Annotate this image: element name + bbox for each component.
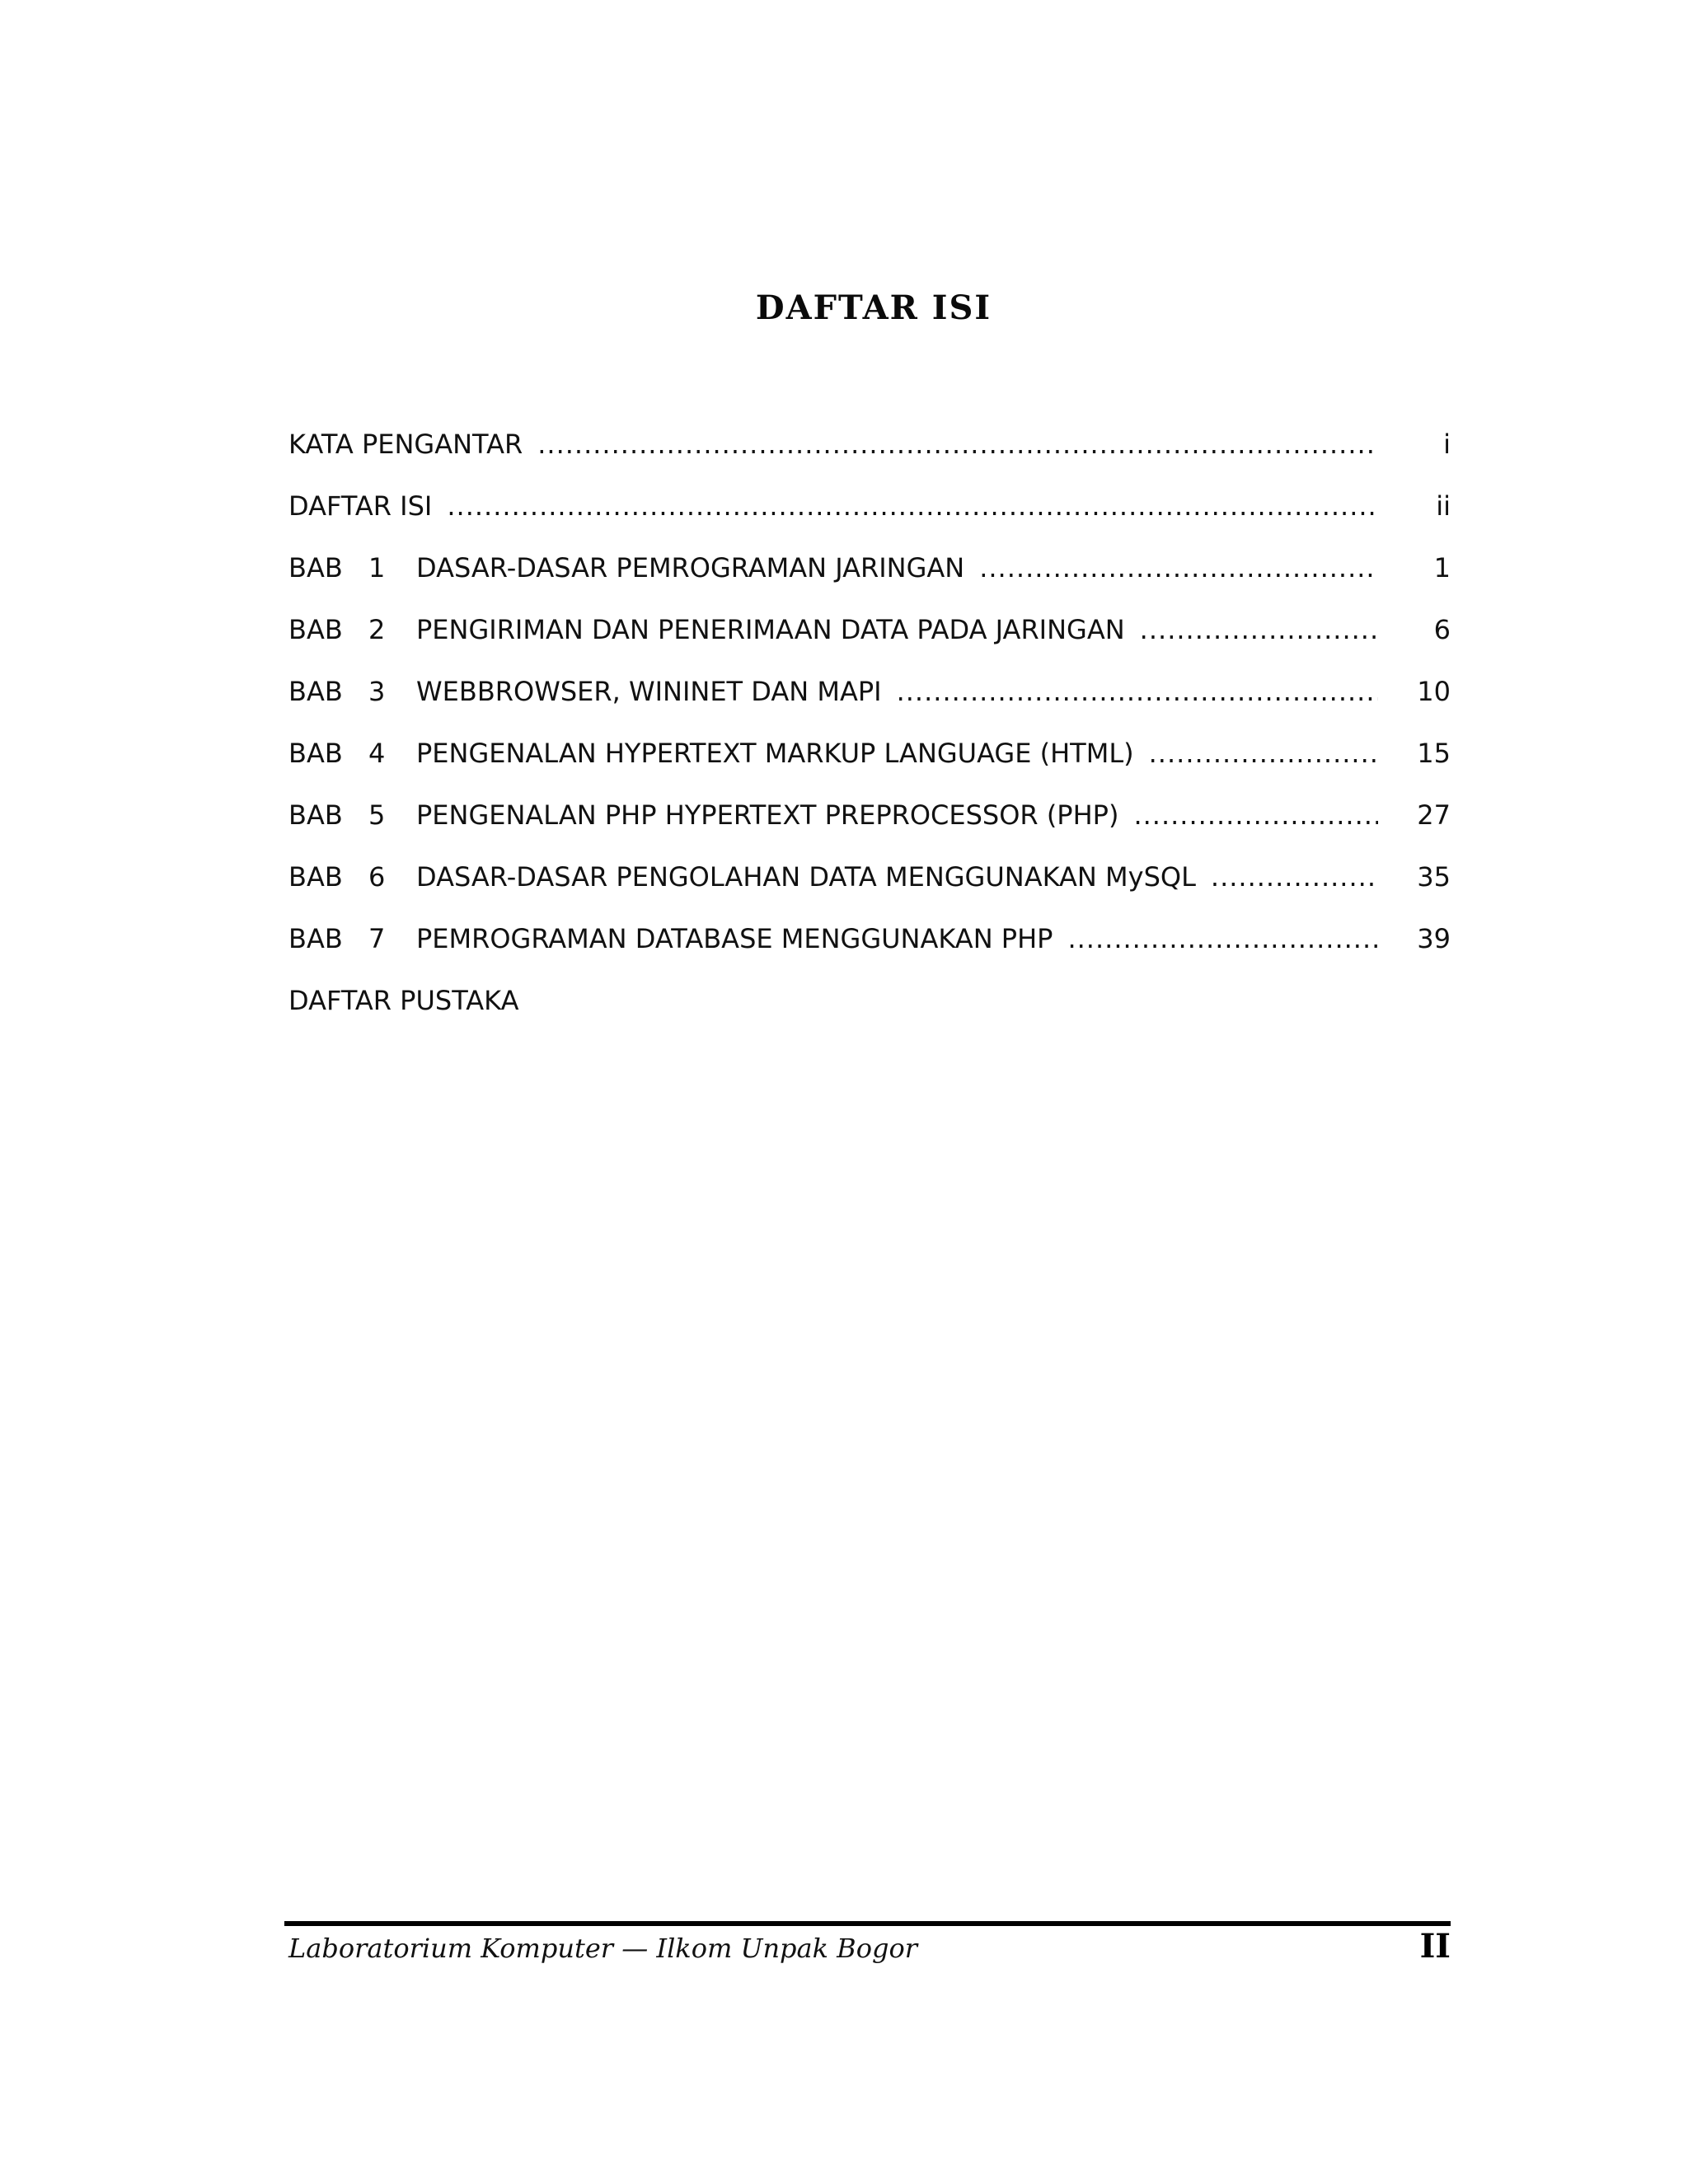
toc-page-number: i	[1443, 429, 1451, 460]
footer-page-number: II	[1419, 1927, 1451, 1966]
toc-bab-label: BAB	[288, 738, 343, 769]
toc-entry-title: WEBBROWSER, WININET DAN MAPI	[416, 676, 882, 707]
toc-row-daftar-isi[interactable]	[288, 490, 1451, 552]
toc-page-number: 27	[1417, 799, 1451, 831]
toc-bab-number: 4	[368, 738, 386, 769]
toc-bab-number: 6	[368, 861, 386, 893]
toc-entry-title: PENGENALAN PHP HYPERTEXT PREPROCESSOR (PHP)	[416, 799, 1119, 831]
table-of-contents	[288, 429, 1451, 1047]
toc-bab-number: 3	[368, 676, 386, 707]
toc-bab-label: BAB	[288, 923, 343, 954]
toc-dot-leader	[1067, 923, 1378, 954]
toc-dot-leader	[1140, 614, 1378, 645]
toc-page-number: ii	[1436, 490, 1451, 522]
toc-dot-leader	[979, 552, 1378, 583]
toc-dot-leader	[447, 490, 1378, 522]
toc-entry-title: PENGENALAN HYPERTEXT MARKUP LANGUAGE (HTML)	[416, 738, 1134, 769]
toc-page-number: 39	[1417, 923, 1451, 954]
toc-entry-title: DAFTAR ISI	[288, 490, 433, 522]
toc-bab-label: BAB	[288, 614, 343, 645]
toc-dot-leader	[1133, 799, 1378, 831]
toc-entry-title: DAFTAR PUSTAKA	[288, 985, 519, 1016]
toc-dot-leader	[897, 676, 1378, 707]
toc-entry-title: KATA PENGANTAR	[288, 429, 523, 460]
toc-bab-number: 7	[368, 923, 386, 954]
toc-row-daftar-pustaka[interactable]	[288, 985, 1451, 1047]
toc-row-bab-2[interactable]	[288, 614, 1451, 676]
toc-entry-title: DASAR-DASAR PEMROGRAMAN JARINGAN	[416, 552, 965, 583]
toc-bab-number: 5	[368, 799, 386, 831]
toc-row-bab-5[interactable]	[288, 799, 1451, 861]
toc-dot-leader	[537, 429, 1378, 460]
toc-row-bab-6[interactable]	[288, 861, 1451, 923]
toc-bab-label: BAB	[288, 799, 343, 831]
toc-bab-number: 2	[368, 614, 386, 645]
toc-bab-label: BAB	[288, 676, 343, 707]
toc-dot-leader	[1211, 861, 1378, 893]
toc-page-number: 10	[1417, 676, 1451, 707]
toc-page-number: 1	[1433, 552, 1451, 583]
toc-entry-title: DASAR-DASAR PENGOLAHAN DATA MENGGUNAKAN MySQL	[416, 861, 1196, 893]
toc-page-number: 6	[1433, 614, 1451, 645]
toc-row-bab-7[interactable]	[288, 923, 1451, 985]
toc-entry-title: PENGIRIMAN DAN PENERIMAAN DATA PADA JARINGAN	[416, 614, 1125, 645]
toc-row-kata-pengantar[interactable]	[288, 429, 1451, 490]
toc-entry-title: PEMROGRAMAN DATABASE MENGGUNAKAN PHP	[416, 923, 1053, 954]
page-title: DAFTAR ISI	[755, 288, 992, 327]
toc-bab-label: BAB	[288, 861, 343, 893]
toc-row-bab-4[interactable]	[288, 738, 1451, 799]
toc-page-number: 15	[1417, 738, 1451, 769]
footer-rule	[284, 1921, 1451, 1926]
toc-row-bab-3[interactable]	[288, 676, 1451, 738]
toc-page-number: 35	[1417, 861, 1451, 893]
footer-text: Laboratorium Komputer — Ilkom Unpak Bogor	[288, 1933, 917, 1964]
toc-bab-number: 1	[368, 552, 386, 583]
toc-bab-label: BAB	[288, 552, 343, 583]
toc-row-bab-1[interactable]	[288, 552, 1451, 614]
toc-dot-leader	[1149, 738, 1378, 769]
